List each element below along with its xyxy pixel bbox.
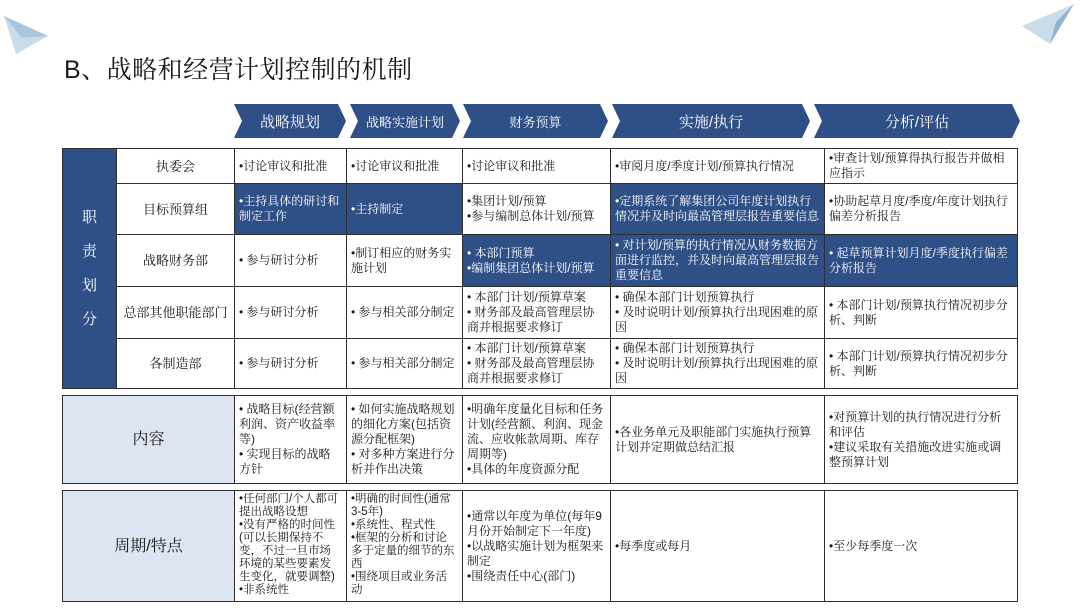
role-target-budget-group: 目标预算组 xyxy=(117,184,235,235)
table-row xyxy=(63,184,1018,235)
content-label: 内容 xyxy=(63,396,235,484)
table-cell: •至少每季度一次 xyxy=(825,491,1018,602)
table-cell: •审阅月度/季度计划/预算执行情况 xyxy=(611,149,825,184)
table-cell: • 参与研讨分析 xyxy=(235,235,347,287)
table-row xyxy=(63,287,1018,339)
table-cell: •协助起草月度/季度/年度计划执行偏差分析报告 xyxy=(825,184,1018,235)
table-cell: •主持具体的研讨和制定工作 xyxy=(235,184,347,235)
phase-label: 战略实施计划 xyxy=(365,114,444,130)
phase-analysis xyxy=(814,104,1020,138)
phase-strategy-planning xyxy=(234,104,346,138)
table-cell: • 本部门计划/预算草案 • 财务部及最高管理层协商并根据要求修订 xyxy=(463,339,611,389)
table-cell: •对预算计划的执行情况进行分析和评估 •建议采取有关措施改进实施或调整预算计划 xyxy=(825,396,1018,484)
table-cell: •讨论审议和批准 xyxy=(347,149,463,184)
responsibility-side-label: 职 责 划 分 xyxy=(63,149,117,389)
table-cell: • 本部门计划/预算草案 • 财务部及最高管理层协商并根据要求修订 xyxy=(463,287,611,339)
table-cell: • 参与研讨分析 xyxy=(235,339,347,389)
table-row xyxy=(63,396,1018,484)
table-cell: •每季度或每月 xyxy=(611,491,825,602)
table-cell: •集团计划/预算 •参与编制总体计划/预算 xyxy=(463,184,611,235)
phase-execution xyxy=(612,104,810,138)
table-row xyxy=(63,491,1018,602)
table-cell: •各业务单元及职能部门实施执行预算计划并定期做总结汇报 xyxy=(611,396,825,484)
table-cell: • 起草预算计划月度/季度执行偏差分析报告 xyxy=(825,235,1018,287)
phase-label: 财务预算 xyxy=(509,114,562,130)
table-cell: • 参与研讨分析 xyxy=(235,287,347,339)
table-cell: •通常以年度为单位(每年9月份开始制定下一年度) •以战略实施计划为框架来制定 •围绕责任中心(部门) xyxy=(463,491,611,602)
table-cell: •制订相应的财务实施计划 xyxy=(347,235,463,287)
table-cell: • 本部门预算 •编制集团总体计划/预算 xyxy=(463,235,611,287)
table-cell: • 本部门计划/预算执行情况初步分析、判断 xyxy=(825,287,1018,339)
table-row xyxy=(63,235,1018,287)
table-cell: • 战略目标(经营额利润、资产收益率等) • 实现目标的战略方针 xyxy=(235,396,347,484)
table-cell: •明确的时间性(通常3-5年) •系统性、程式性 •框架的分析和讨论多于定量的细节的东西 •围绕项目或业务活动 xyxy=(347,491,463,602)
period-table xyxy=(62,490,1018,602)
content-table xyxy=(62,395,1018,484)
paper-plane-right-icon xyxy=(1020,2,1076,46)
page-title: B、战略和经营计划控制的机制 xyxy=(64,56,413,84)
role-hq-other-departments: 总部其他职能部门 xyxy=(117,287,235,339)
table-cell: •任何部门/个人都可提出战略设想 •没有严格的时间性(可以长期保持不变，不过一旦市场环境的某些要素发生变化，就要调整) •非系统性 xyxy=(235,491,347,602)
table-row xyxy=(63,149,1018,184)
table-cell: • 对计划/预算的执行情况从财务数据方面进行监控，并及时向最高管理层报告重要信息 xyxy=(611,235,825,287)
table-cell: •主持制定 xyxy=(347,184,463,235)
table-cell: • 确保本部门计划预算执行 • 及时说明计划/预算执行出现困难的原因 xyxy=(611,287,825,339)
phase-label: 实施/执行 xyxy=(678,113,744,131)
table-cell: • 本部门计划/预算执行情况初步分析、判断 xyxy=(825,339,1018,389)
table-row xyxy=(63,339,1018,389)
table-cell: • 参与相关部分制定 xyxy=(347,339,463,389)
table-cell: •明确年度量化目标和任务计划(经营额、利润、现金流、应收帐款周期、库存周期等) •具体的年度资源分配 xyxy=(463,396,611,484)
responsibility-table xyxy=(62,148,1018,389)
role-exec-committee: 执委会 xyxy=(117,149,235,184)
table-cell: •讨论审议和批准 xyxy=(235,149,347,184)
role-manufacturing-departments: 各制造部 xyxy=(117,339,235,389)
paper-plane-left-icon xyxy=(2,14,50,56)
phase-strategy-implementation xyxy=(350,104,460,138)
phase-label: 战略规划 xyxy=(259,113,320,131)
table-cell: • 确保本部门计划预算执行 • 及时说明计划/预算执行出现困难的原因 xyxy=(611,339,825,389)
phase-financial-budget xyxy=(463,104,608,138)
table-cell: • 参与相关部分制定 xyxy=(347,287,463,339)
table-cell: •讨论审议和批准 xyxy=(463,149,611,184)
table-cell: •定期系统了解集团公司年度计划执行情况并及时向最高管理层报告重要信息 xyxy=(611,184,825,235)
table-cell: •审查计划/预算得执行报告并做相应指示 xyxy=(825,149,1018,184)
phase-label: 分析/评估 xyxy=(884,113,950,131)
period-label: 周期/特点 xyxy=(63,491,235,602)
table-cell: • 如何实施战略规划的细化方案(包括资源分配框架) • 对多种方案进行分析并作出决策 xyxy=(347,396,463,484)
role-strategic-finance: 战略财务部 xyxy=(117,235,235,287)
